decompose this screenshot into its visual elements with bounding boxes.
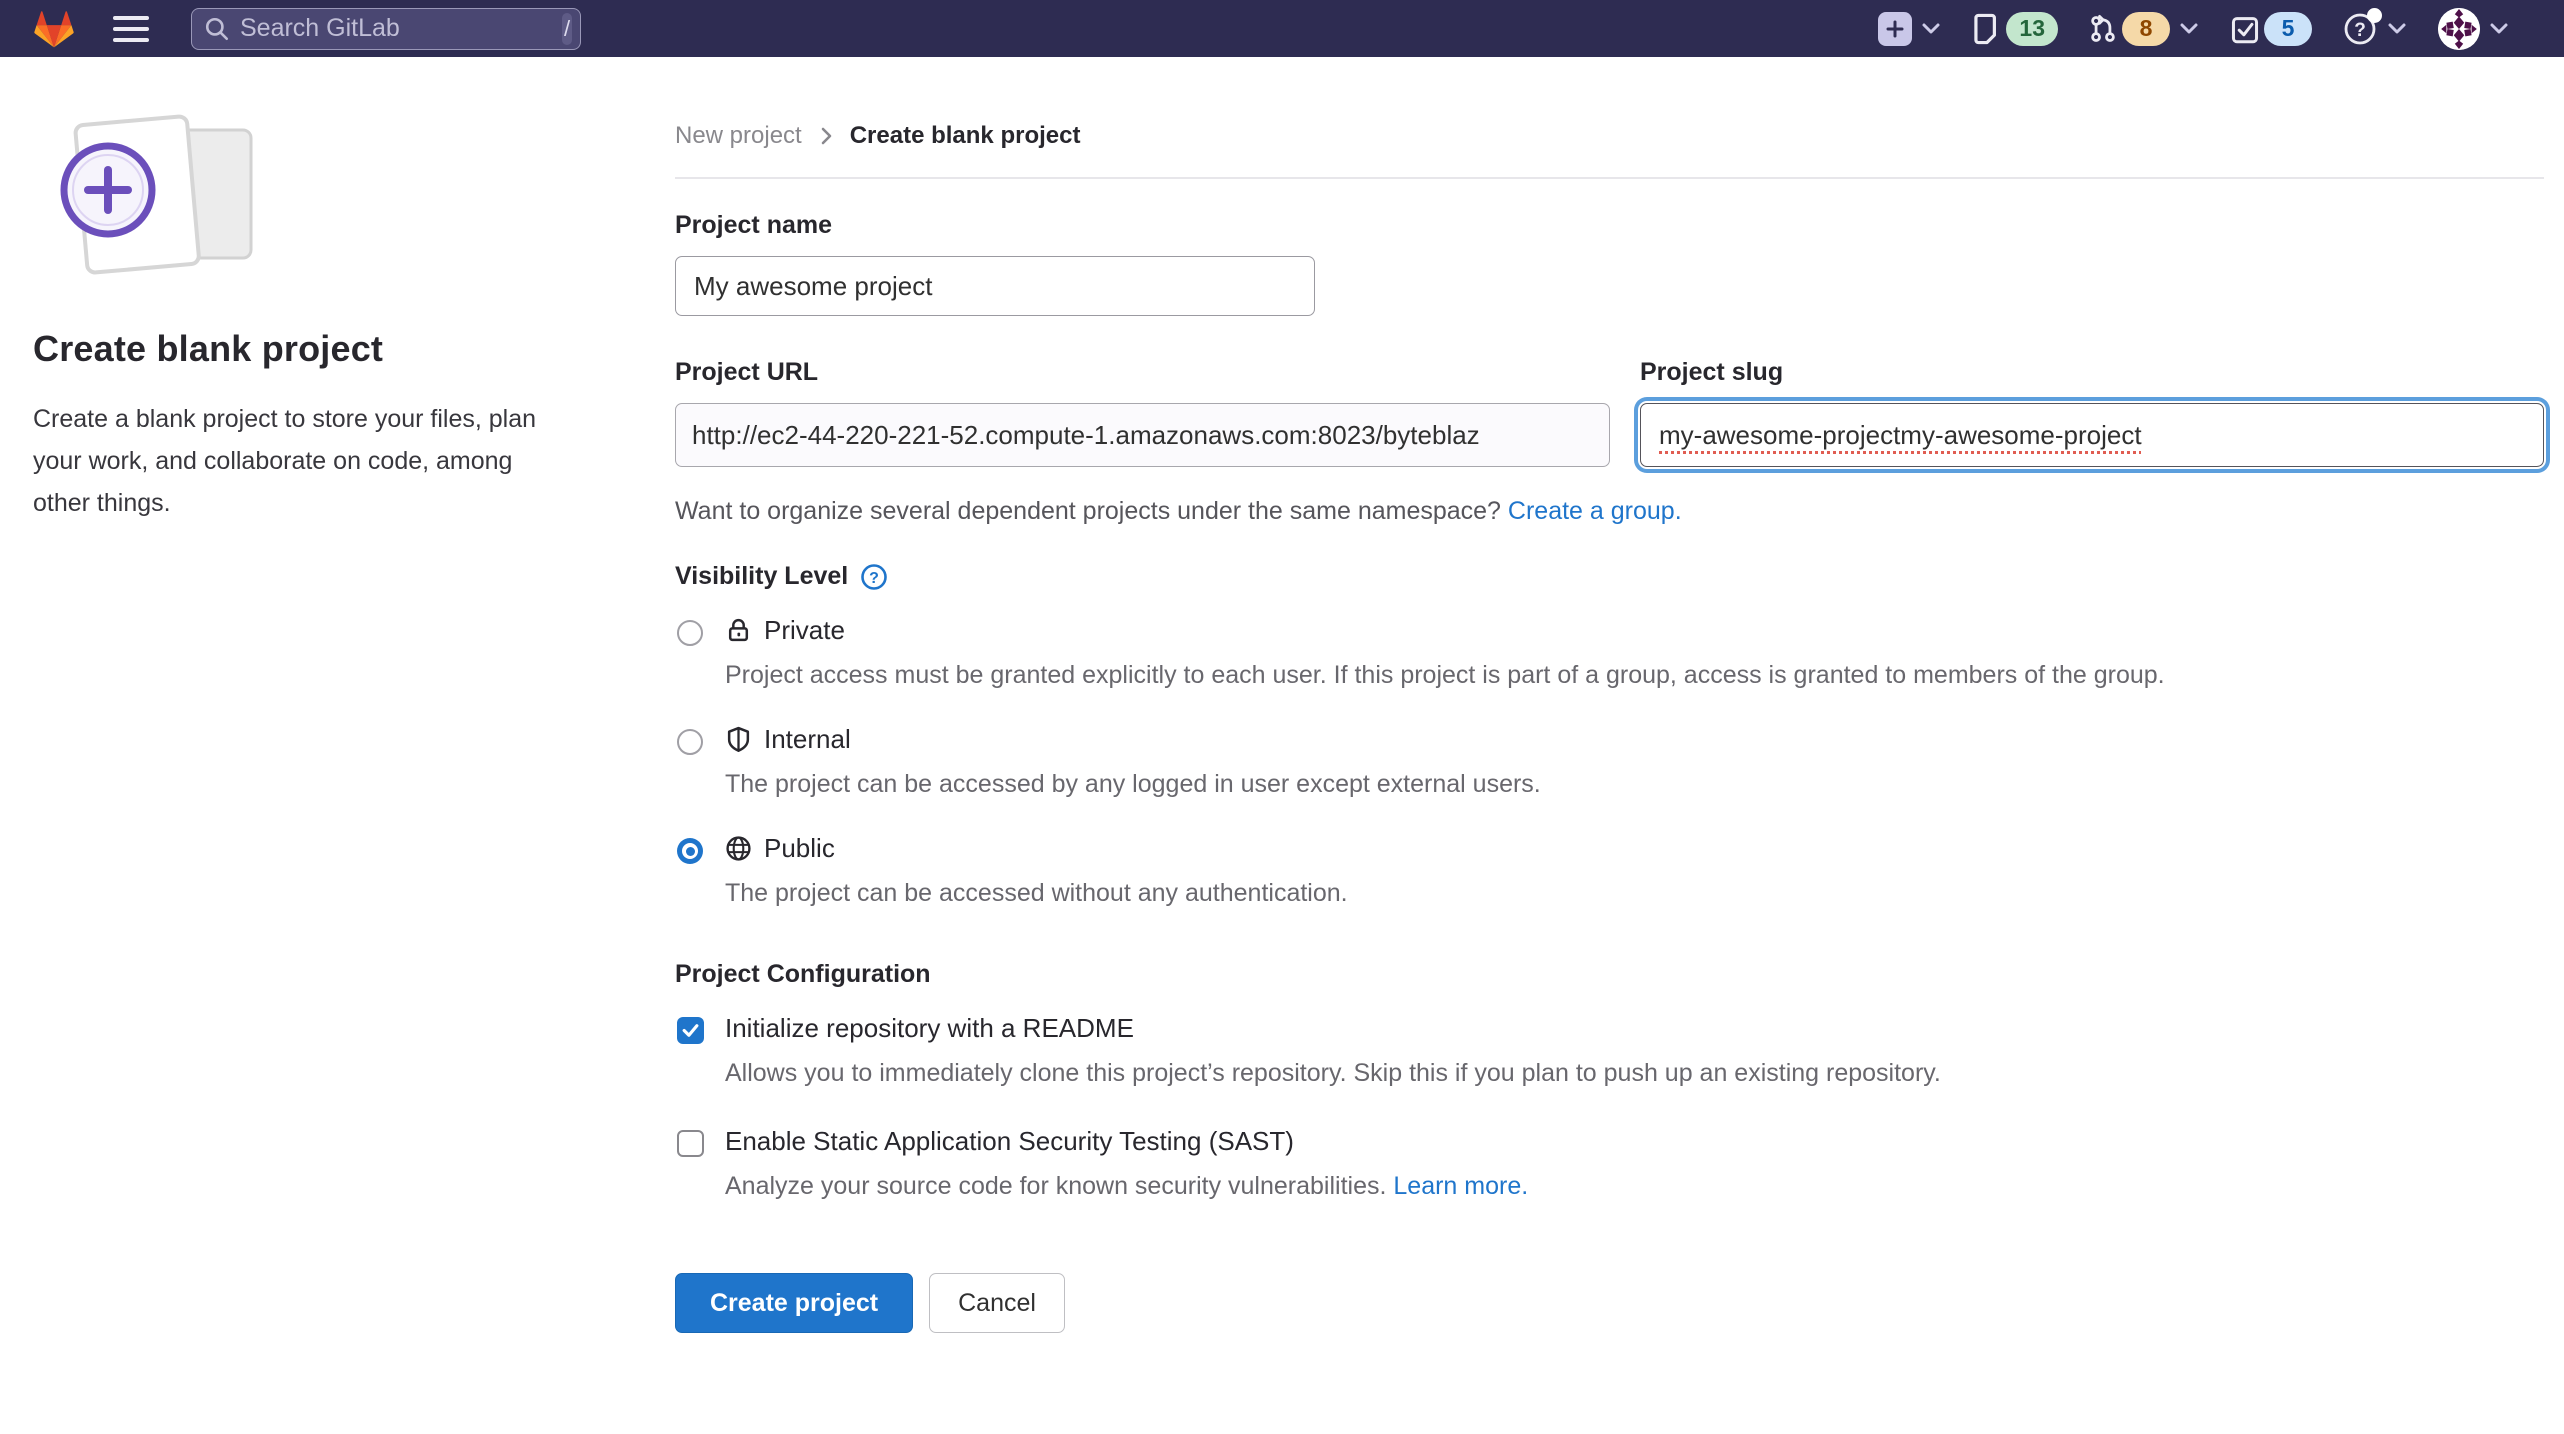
create-group-link[interactable]: Create a group. [1507, 497, 1682, 525]
form-panel [675, 57, 2564, 1333]
readme-description: Allows you to immediately clone this project’s repository. Skip this if you plan to push up an existing repository. [725, 1059, 1941, 1087]
description-panel [0, 57, 675, 1333]
project-slug-label: Project slug [1640, 358, 1784, 386]
chevron-down-icon[interactable] [2178, 22, 2200, 36]
project-url-label: Project URL [675, 358, 819, 386]
todos-count-badge: 5 [2264, 12, 2312, 46]
todo-checklist-icon [2230, 13, 2260, 45]
internal-description: The project can be accessed by any logged in user except external users. [725, 770, 1541, 798]
plus-icon [1885, 19, 1905, 39]
search-input[interactable] [240, 14, 562, 43]
visibility-option-internal [675, 724, 2544, 823]
search-icon [204, 16, 230, 42]
public-description: The project can be accessed without any authentication. [725, 879, 1348, 907]
chevron-down-icon[interactable] [2386, 22, 2408, 36]
breadcrumb-current: Create blank project [849, 122, 1081, 149]
cancel-button[interactable]: Cancel [929, 1273, 1065, 1333]
private-radio[interactable] [677, 620, 703, 646]
user-menu-group[interactable] [2438, 8, 2510, 50]
check-icon [681, 1021, 700, 1040]
breadcrumb-parent[interactable]: New project [675, 122, 802, 149]
help-question-icon[interactable] [860, 563, 888, 591]
chevron-down-icon[interactable] [1920, 22, 1942, 36]
globe-icon [725, 835, 752, 862]
gitlab-logo-icon[interactable] [33, 8, 75, 50]
project-name-input[interactable]: My awesome project [675, 256, 1315, 316]
project-url-select[interactable]: http://ec2-44-220-221-52.compute-1.amazonaws.com:8023/byteblaz [675, 403, 1610, 467]
readme-label: Initialize repository with a README [725, 1013, 1134, 1043]
private-label: Private [764, 615, 845, 645]
private-description: Project access must be granted explicitly to each user. If this project is part of a group, access is granted to members of the group. [725, 661, 2165, 689]
sast-description: Analyze your source code for known security vulnerabilities. Learn more. [725, 1172, 1529, 1200]
panel-title: Create blank project [33, 328, 384, 369]
config-option-readme [675, 1013, 2544, 1112]
chevron-right-icon [818, 125, 834, 147]
breadcrumb [675, 122, 2544, 150]
visibility-option-public [675, 833, 2544, 932]
issues-group[interactable] [1972, 12, 2058, 46]
shield-icon [725, 726, 752, 753]
namespace-hint: Want to organize several dependent projects under the same namespace? Create a group. [675, 497, 1682, 525]
create-project-button[interactable]: Create project [675, 1273, 913, 1333]
new-item-button[interactable] [1878, 12, 1912, 46]
notification-dot [2367, 8, 2382, 23]
learn-more-link[interactable]: Learn more. [1393, 1172, 1529, 1200]
project-name-label: Project name [675, 211, 833, 239]
public-radio[interactable] [677, 838, 703, 864]
readme-checkbox[interactable] [677, 1017, 704, 1044]
breadcrumb-divider [675, 177, 2544, 179]
merge-request-icon [2088, 13, 2118, 45]
issues-icon [1972, 13, 2002, 45]
topbar-actions [1878, 8, 2510, 50]
public-label: Public [764, 833, 835, 863]
project-slug-input[interactable]: my-awesome-projectmy-awesome-project [1640, 403, 2544, 467]
merge-requests-group[interactable] [2088, 12, 2200, 46]
merge-requests-count-badge: 8 [2122, 12, 2170, 46]
sast-label: Enable Static Application Security Testing (SAST) [725, 1126, 1294, 1156]
visibility-option-private [675, 615, 2544, 714]
chevron-down-icon[interactable] [2488, 22, 2510, 36]
internal-label: Internal [764, 724, 851, 754]
help-group[interactable] [2342, 11, 2408, 47]
project-configuration-label: Project Configuration [675, 960, 931, 988]
search-shortcut-key: / [562, 13, 572, 45]
search-bar[interactable] [191, 8, 581, 50]
svg-text:?: ? [869, 569, 880, 587]
config-option-sast [675, 1126, 2544, 1225]
lock-icon [725, 617, 752, 644]
todos-group[interactable] [2230, 12, 2312, 46]
internal-radio[interactable] [677, 729, 703, 755]
svg-text:?: ? [2354, 19, 2366, 41]
visibility-level-label: Visibility Level [675, 562, 849, 590]
sast-checkbox[interactable] [677, 1130, 704, 1157]
menu-hamburger-icon[interactable] [113, 16, 149, 42]
top-navigation-bar [0, 0, 2564, 57]
issues-count-badge: 13 [2006, 12, 2058, 46]
avatar[interactable] [2438, 8, 2480, 50]
panel-description: Create a blank project to store your files, plan your work, and collaborate on code, among other things. [33, 405, 537, 517]
blank-project-illustration-icon [33, 102, 283, 287]
